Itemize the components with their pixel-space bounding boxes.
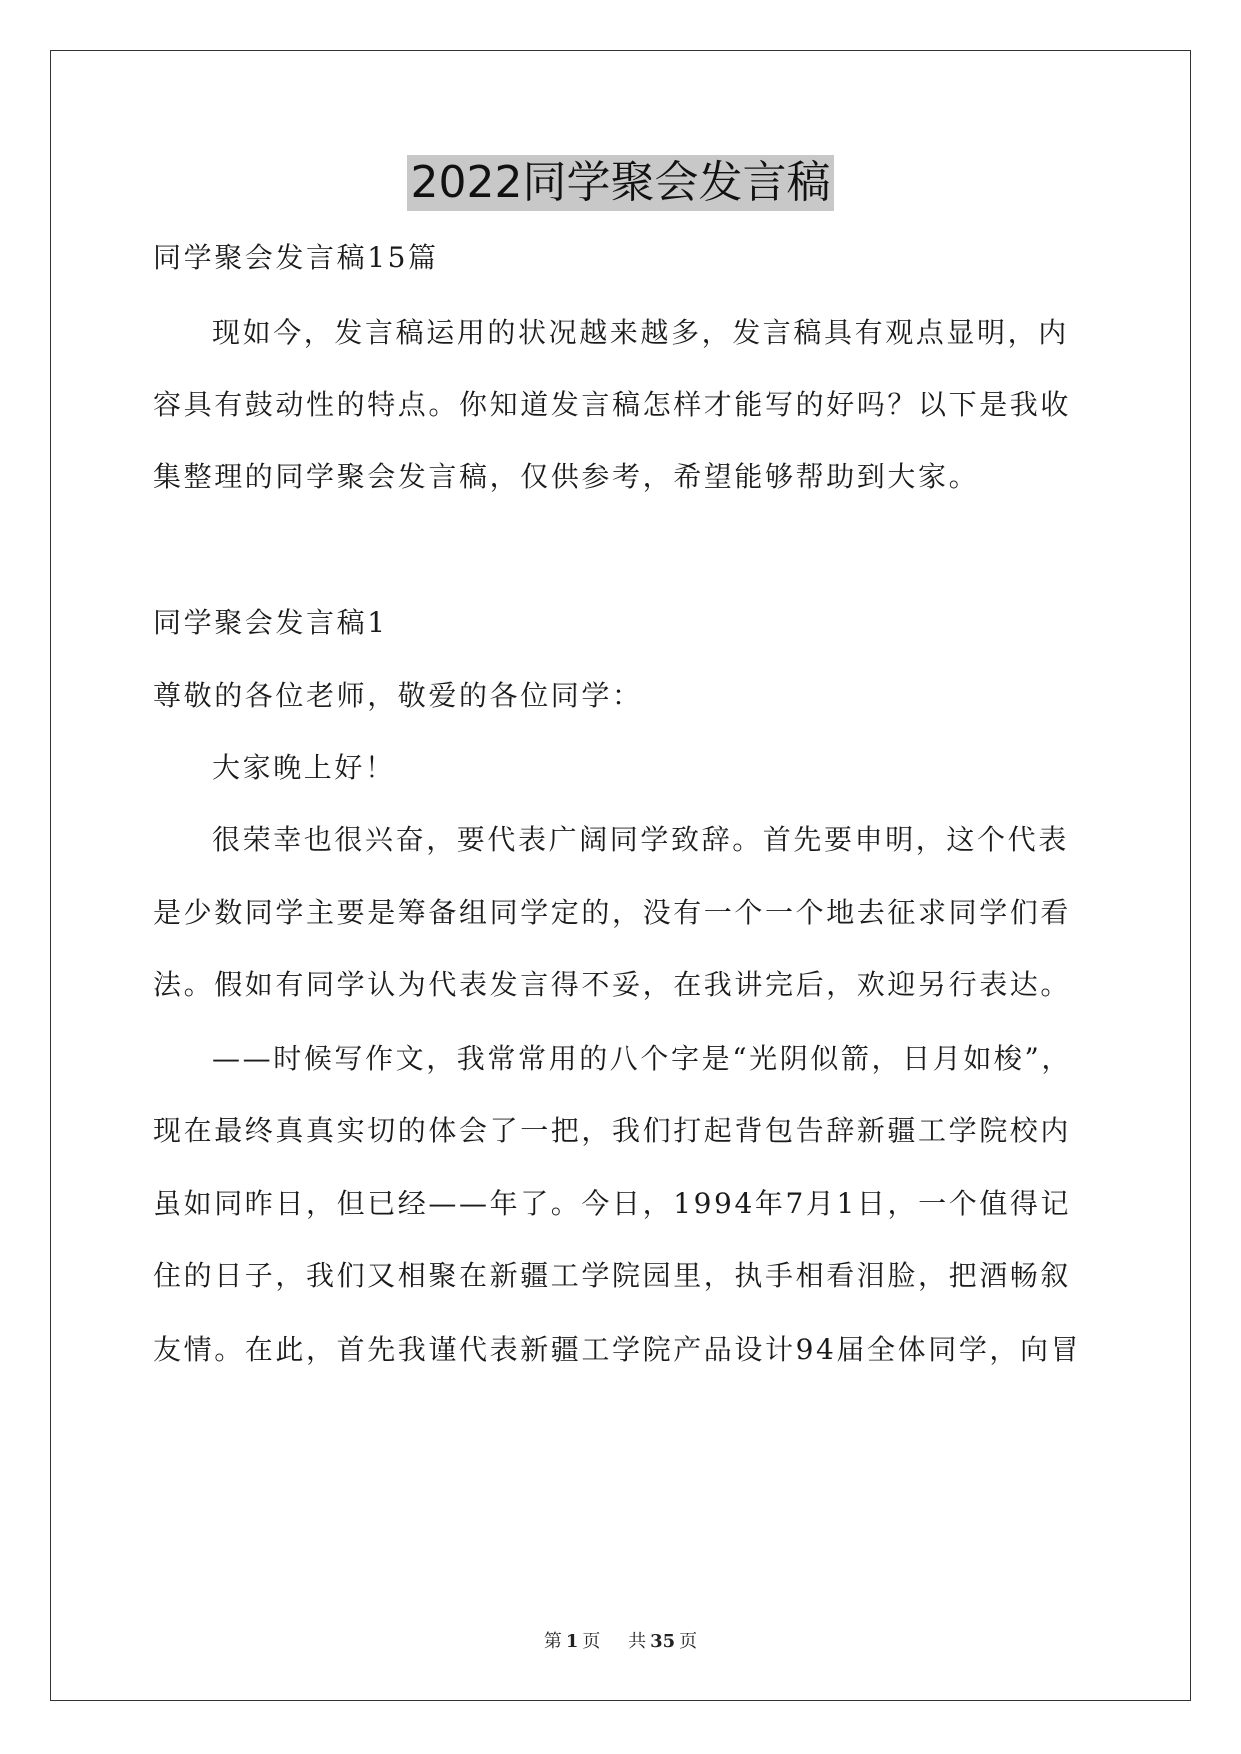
intro-line-3: 集整理的同学聚会发言稿，仅供参考，希望能够帮助到大家。: [153, 460, 980, 493]
intro-line-2: 容具有鼓动性的特点。你知道发言稿怎样才能写的好吗？以下是我收: [153, 388, 1072, 421]
greeting: 大家晚上好！: [212, 751, 396, 784]
page-total: 35: [650, 1631, 676, 1652]
body-line-1: 很荣幸也很兴奋，要代表广阔同学致辞。首先要申明，这个代表: [212, 823, 1069, 856]
intro-line-1: 现如今，发言稿运用的状况越来越多，发言稿具有观点显明，内: [212, 316, 1069, 349]
body-line-8: 友情。在此，首先我谨代表新疆工学院产品设计94届全体同学，向冒: [153, 1333, 1082, 1366]
title-container: [0, 155, 1241, 211]
section-heading: 同学聚会发言稿1: [153, 606, 388, 639]
document-title: 2022同学聚会发言稿: [407, 155, 835, 211]
body-line-5: 现在最终真真实切的体会了一把，我们打起背包告辞新疆工学院校内: [153, 1114, 1072, 1147]
document-subtitle: 同学聚会发言稿15篇: [153, 241, 439, 274]
body-line-7: 住的日子，我们又相聚在新疆工学院园里，执手相看泪脸，把酒畅叙: [153, 1259, 1072, 1292]
salutation: 尊敬的各位老师，敬爱的各位同学：: [153, 679, 643, 712]
page-prefix: 第: [543, 1631, 562, 1652]
body-line-3: 法。假如有同学认为代表发言得不妥，在我讲完后，欢迎另行表达。: [153, 968, 1072, 1001]
page-footer: [0, 1630, 1241, 1654]
total-prefix: 共: [628, 1631, 647, 1652]
page-current: 1: [565, 1631, 579, 1652]
body-line-6: 虽如同昨日，但已经——年了。今日，1994年7月1日，一个值得记: [153, 1187, 1072, 1220]
total-suffix: 页: [679, 1631, 698, 1652]
body-line-2: 是少数同学主要是筹备组同学定的，没有一个一个地去征求同学们看: [153, 896, 1072, 929]
body-line-4: ——时候写作文，我常常用的八个字是“光阴似箭，日月如梭”，: [212, 1042, 1073, 1075]
page-suffix: 页: [582, 1631, 601, 1652]
page-border: [50, 50, 1191, 1701]
